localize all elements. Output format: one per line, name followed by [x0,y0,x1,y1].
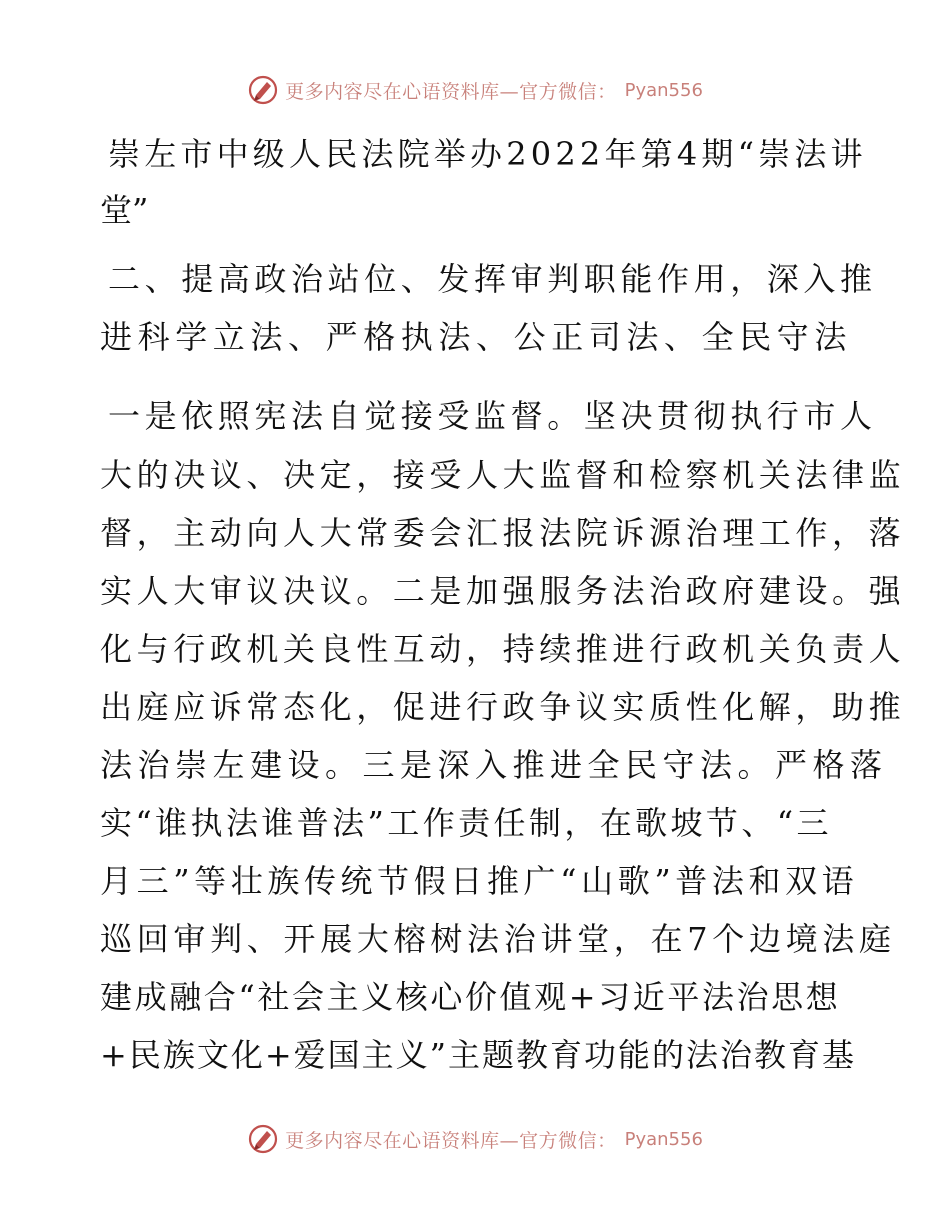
watermark-wechat-id: Pyan556 [624,79,703,101]
body-line: 建成融合“社会主义核心价值观+习近平法治思想 [100,978,841,1016]
watermark-wechat-id: Pyan556 [624,1128,703,1150]
body-line: 督，主动向人大常委会汇报法院诉源治理工作，落 [100,514,906,552]
logo-icon [247,1123,279,1155]
body-line: 月三”等壮族传统节假日推广“山歌”普法和双语 [100,862,859,900]
document-title-line-1: 崇左市中级人民法院举办2022年第4期“崇法讲 [108,135,867,173]
watermark-footer [0,1123,950,1155]
section-heading-line-2: 进科学立法、严格执法、公正司法、全民守法 [100,318,853,356]
body-line: 一是依照宪法自觉接受监督。坚决贯彻执行市人 [108,397,877,435]
body-line: +民族文化+爱国主义”主题教育功能的法治教育基 [100,1036,856,1074]
body-line: 实人大审议决议。二是加强服务法治政府建设。强 [100,572,906,610]
body-line: 大的决议、决定，接受人大监督和检察机关法律监 [100,456,906,494]
body-line: 法治崇左建设。三是深入推进全民守法。严格落 [100,746,888,784]
watermark-text: 更多内容尽在心语资料库—官方微信： [285,80,617,103]
watermark-header [0,74,950,106]
logo-icon [247,74,279,106]
body-line: 巡回审判、开展大榕树法治讲堂，在7个边境法庭 [100,920,896,958]
body-line: 化与行政机关良性互动，持续推进行政机关负责人 [100,630,906,668]
section-heading-line-1: 二、提高政治站位、发挥审判职能作用，深入推 [108,260,877,298]
document-title-line-2: 堂” [100,191,149,229]
body-line: 出庭应诉常态化，促进行政争议实质性化解，助推 [100,688,906,726]
watermark-text: 更多内容尽在心语资料库—官方微信： [285,1129,617,1152]
body-line: 实“谁执法谁普法”工作责任制，在歌坡节、“三 [100,804,832,842]
